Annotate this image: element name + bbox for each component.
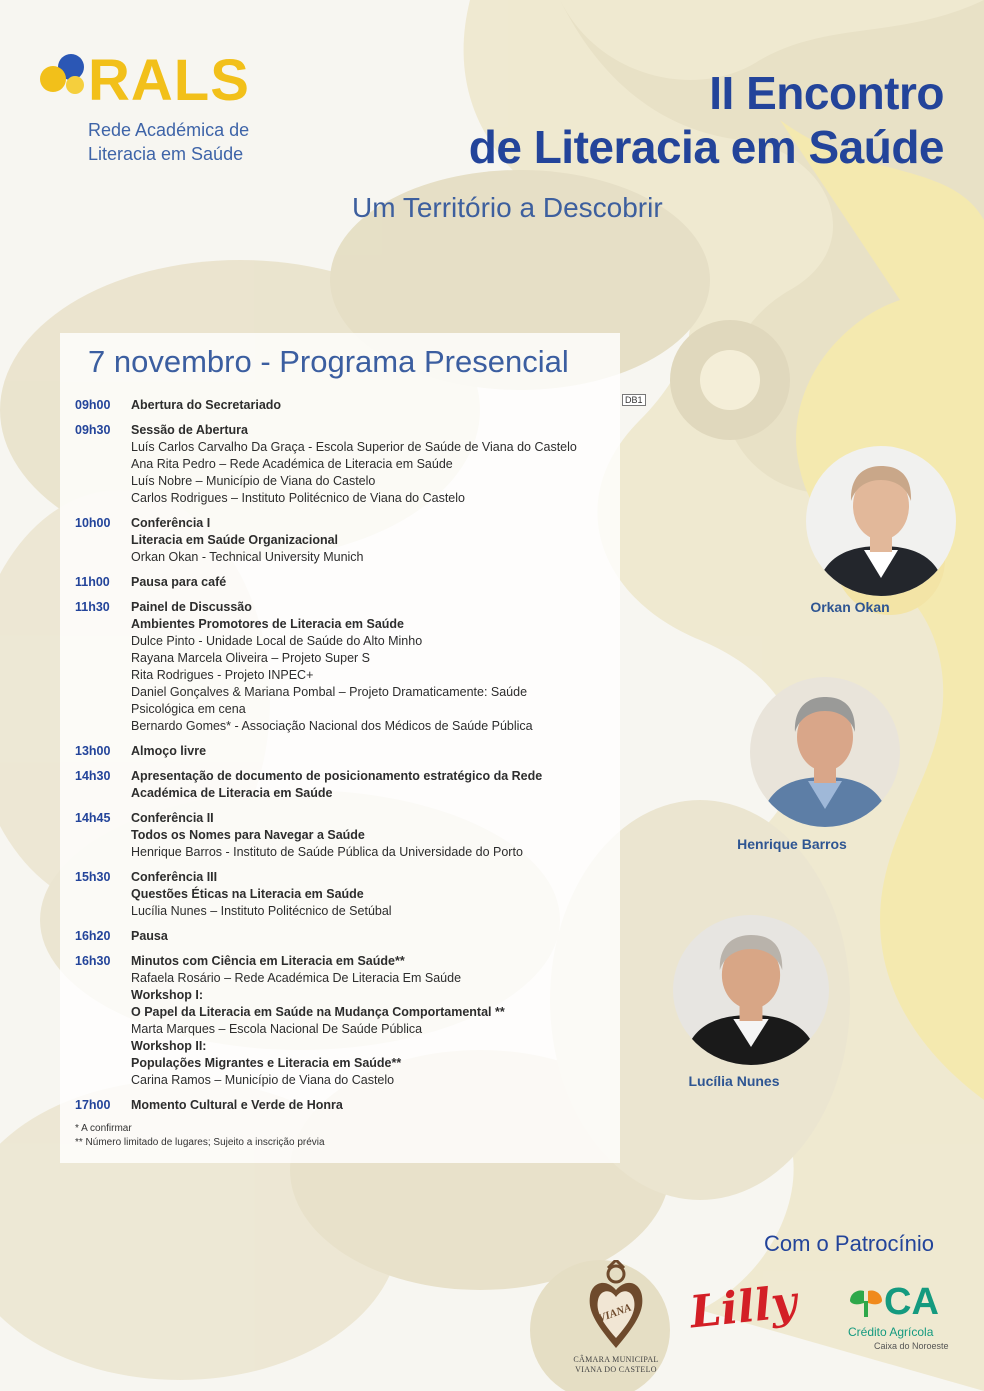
program-detail: Daniel Gonçalves & Mariana Pombal – Projeto Dramaticamente: Saúde xyxy=(131,685,528,699)
program-heading: Literacia em Saúde Organizacional xyxy=(131,533,339,547)
program-item xyxy=(75,953,635,1089)
viana-heart-emblem xyxy=(586,1260,646,1350)
program-heading: Minutos com Ciência em Literacia em Saúde** xyxy=(131,954,405,968)
program-detail: Luís Nobre – Município de Viana do Castelo xyxy=(131,474,376,488)
speaker-photo-orkan-okan xyxy=(806,446,956,596)
logo-wordmark: RALS xyxy=(88,48,250,113)
program-detail: Carina Ramos – Município de Viana do Castelo xyxy=(131,1073,395,1087)
program-heading: Pausa para café xyxy=(131,575,227,589)
program-heading: Ambientes Promotores de Literacia em Saúde xyxy=(131,617,405,631)
program-detail: Carlos Rodrigues – Instituto Politécnico de Viana do Castelo xyxy=(131,491,465,505)
speaker-name-henrique-barros: Henrique Barros xyxy=(737,836,847,852)
ca-letters: CA xyxy=(884,1281,939,1323)
speaker-name-orkan-okan: Orkan Okan xyxy=(810,599,890,615)
program-item xyxy=(75,743,635,760)
program-item xyxy=(75,928,635,945)
program-detail: Rafaela Rosário – Rede Académica De Literacia Em Saúde xyxy=(131,971,462,985)
program-heading: Workshop II: xyxy=(131,1039,207,1053)
program-heading: Workshop I: xyxy=(131,988,203,1002)
sponsors-title: Com o Patrocínio xyxy=(764,1231,934,1256)
rals-logo xyxy=(40,50,280,166)
program-item xyxy=(75,574,635,591)
viana-caption-line2: VIANA DO CASTELO xyxy=(575,1365,657,1374)
program-detail: Luís Carlos Carvalho Da Graça - Escola Superior de Saúde de Viana do Castelo xyxy=(131,440,577,454)
program-item xyxy=(75,515,635,566)
logo-subtitle-line2: Literacia em Saúde xyxy=(88,144,244,164)
program-item xyxy=(75,869,635,920)
program-heading: Painel de Discussão xyxy=(131,600,252,614)
program-time: 13h00 xyxy=(75,744,111,758)
program-heading: Almoço livre xyxy=(131,744,207,758)
program-detail: Lucília Nunes – Instituto Politécnico de Setúbal xyxy=(131,904,392,918)
credito-agricola-logo xyxy=(848,1283,968,1351)
program-detail: Bernardo Gomes* - Associação Nacional dos Médicos de Saúde Pública xyxy=(131,719,533,733)
logo-subtitle-line1: Rede Académica de xyxy=(88,120,250,140)
program-time: 09h30 xyxy=(75,423,111,437)
program-heading: Abertura do Secretariado xyxy=(131,398,282,412)
program-schedule xyxy=(75,397,635,1122)
speaker-photo-henrique-barros xyxy=(750,677,900,827)
program-notes xyxy=(75,1122,325,1150)
speaker-photo-lucilia-nunes xyxy=(673,915,829,1065)
program-item xyxy=(75,599,635,735)
program-item xyxy=(75,422,635,507)
program-heading: Momento Cultural e Verde de Honra xyxy=(131,1098,343,1112)
event-title xyxy=(384,66,944,174)
program-detail: Dulce Pinto - Unidade Local de Saúde do Alto Minho xyxy=(131,634,423,648)
program-time: 09h00 xyxy=(75,398,111,412)
viana-caption-line1: CÂMARA MUNICIPAL xyxy=(573,1355,659,1364)
program-heading: Todos os Nomes para Navegar a Saúde xyxy=(131,828,365,842)
event-title-line2: de Literacia em Saúde xyxy=(468,121,944,173)
program-heading: Académica de Literacia em Saúde xyxy=(131,786,333,800)
program-time: 10h00 xyxy=(75,516,111,530)
program-item xyxy=(75,810,635,861)
ca-name: Crédito Agrícola xyxy=(848,1325,934,1339)
viana-castelo-logo xyxy=(566,1260,666,1375)
program-time: 11h00 xyxy=(75,575,110,589)
program-time: 16h20 xyxy=(75,929,111,943)
program-item xyxy=(75,1097,635,1114)
program-detail: Marta Marques – Escola Nacional De Saúde Pública xyxy=(131,1022,423,1036)
program-heading: Pausa xyxy=(131,929,168,943)
program-detail: Henrique Barros - Instituto de Saúde Pública da Universidade do Porto xyxy=(131,845,523,859)
program-heading: O Papel da Literacia em Saúde na Mudança Comportamental ** xyxy=(131,1005,505,1019)
program-detail: Psicológica em cena xyxy=(131,702,246,716)
program-detail: Rayana Marcela Oliveira – Projeto Super S xyxy=(131,651,371,665)
viana-word: VIANA xyxy=(596,1301,634,1325)
program-time: 14h30 xyxy=(75,769,111,783)
program-detail: Ana Rita Pedro – Rede Académica de Literacia em Saúde xyxy=(131,457,453,471)
program-heading: Conferência II xyxy=(131,811,214,825)
program-item xyxy=(75,768,635,802)
program-detail: Orkan Okan - Technical University Munich xyxy=(131,550,364,564)
event-subtitle: Um Território a Descobrir xyxy=(352,192,663,223)
logo-dot-yellow xyxy=(40,66,66,92)
note-confirm: * A confirmar xyxy=(75,1123,132,1134)
program-time: 15h30 xyxy=(75,870,111,884)
lilly-logo: Lilly xyxy=(687,1276,800,1339)
program-heading: Apresentação de documento de posicionamento estratégico da Rede xyxy=(131,769,543,783)
program-heading: Conferência III xyxy=(131,870,218,884)
program-heading: Populações Migrantes e Literacia em Saúde** xyxy=(131,1056,402,1070)
ca-leaf-icon xyxy=(848,1287,884,1317)
program-time: 14h45 xyxy=(75,811,111,825)
program-time: 17h00 xyxy=(75,1098,111,1112)
program-time: 11h30 xyxy=(75,600,110,614)
program-detail: Rita Rodrigues - Projeto INPEC+ xyxy=(131,668,314,682)
event-title-line1: II Encontro xyxy=(709,67,944,119)
speaker-name-lucilia-nunes: Lucília Nunes xyxy=(688,1073,780,1089)
program-title: 7 novembro - Programa Presencial xyxy=(88,344,569,379)
program-time: 16h30 xyxy=(75,954,111,968)
program-tag: DB1 xyxy=(622,394,646,406)
note-limited: ** Número limitado de lugares; Sujeito a inscrição prévia xyxy=(75,1137,325,1148)
program-item xyxy=(75,397,635,414)
program-heading: Conferência I xyxy=(131,516,211,530)
ca-subtitle: Caixa do Noroeste xyxy=(874,1341,949,1351)
program-heading: Sessão de Abertura xyxy=(131,423,248,437)
program-heading: Questões Éticas na Literacia em Saúde xyxy=(131,887,364,901)
logo-dot-yellow-2 xyxy=(66,76,84,94)
